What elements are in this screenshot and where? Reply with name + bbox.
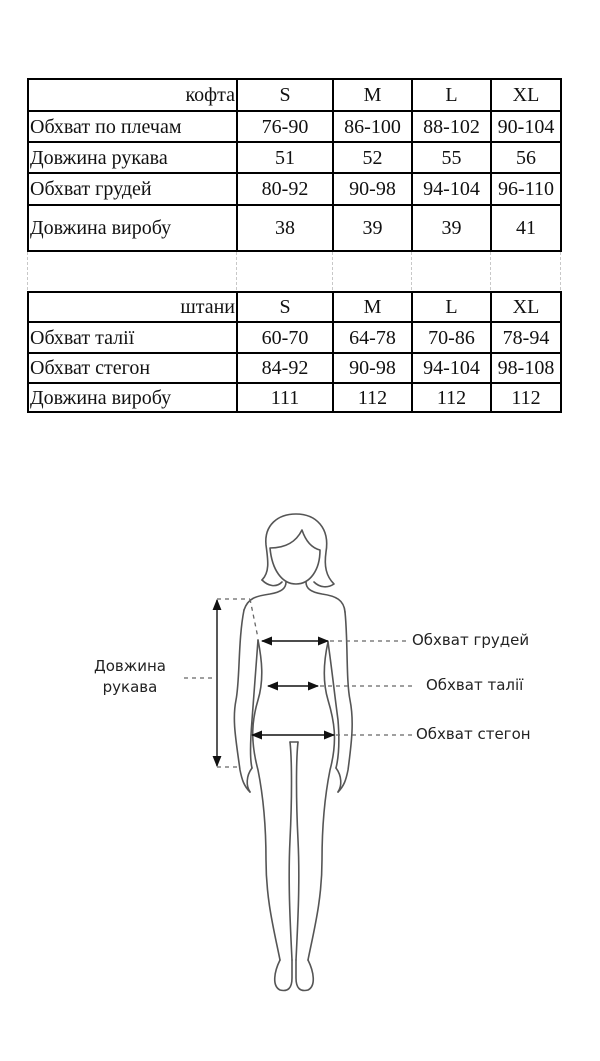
cell-value: 90-98 xyxy=(333,173,412,205)
cell-value: 55 xyxy=(412,142,491,173)
row-label: Довжина виробу xyxy=(28,383,237,412)
size-header: XL xyxy=(491,292,561,322)
cell-value: 60-70 xyxy=(237,322,333,353)
cell-value: 41 xyxy=(491,205,561,251)
hips-label: Обхват стегон xyxy=(416,725,531,743)
row-label: Довжина виробу xyxy=(28,205,237,251)
gridline xyxy=(560,252,561,290)
size-header: M xyxy=(333,292,412,322)
row-label: Довжина рукава xyxy=(28,142,237,173)
cell-value: 70-86 xyxy=(412,322,491,353)
cell-value: 96-110 xyxy=(491,173,561,205)
cell-value: 98-108 xyxy=(491,353,561,383)
table-row xyxy=(28,111,561,142)
table-row xyxy=(28,322,561,353)
gridline xyxy=(27,252,28,290)
cell-value: 39 xyxy=(333,205,412,251)
cell-value: 84-92 xyxy=(237,353,333,383)
sleeve-length-label xyxy=(80,656,180,698)
cell-value: 86-100 xyxy=(333,111,412,142)
chest-label: Обхват грудей xyxy=(412,631,530,649)
table-row xyxy=(28,142,561,173)
size-header: L xyxy=(412,292,491,322)
cell-value: 64-78 xyxy=(333,322,412,353)
cell-value: 88-102 xyxy=(412,111,491,142)
cell-value: 94-104 xyxy=(412,353,491,383)
waist-label: Обхват талії xyxy=(426,676,524,694)
cell-value: 56 xyxy=(491,142,561,173)
cell-value: 112 xyxy=(491,383,561,412)
jacket-size-table xyxy=(27,78,562,252)
cell-value: 38 xyxy=(237,205,333,251)
gridline xyxy=(332,252,333,290)
cell-value: 111 xyxy=(237,383,333,412)
size-header: M xyxy=(333,79,412,111)
row-label: Обхват по плечам xyxy=(28,111,237,142)
gridline xyxy=(236,252,237,290)
empty-spreadsheet-row xyxy=(27,252,561,290)
sleeve-label-line2: рукава xyxy=(102,678,158,696)
cell-value: 94-104 xyxy=(412,173,491,205)
cell-value: 90-104 xyxy=(491,111,561,142)
table-row xyxy=(28,205,561,251)
cell-value: 112 xyxy=(333,383,412,412)
row-label: Обхват грудей xyxy=(28,173,237,205)
cell-value: 51 xyxy=(237,142,333,173)
pants-size-table xyxy=(27,291,562,413)
cell-value: 52 xyxy=(333,142,412,173)
table-row xyxy=(28,173,561,205)
table-header-row xyxy=(28,292,561,322)
cell-value: 39 xyxy=(412,205,491,251)
table-title: штани xyxy=(28,292,237,322)
table-title: кофта xyxy=(28,79,237,111)
cell-value: 76-90 xyxy=(237,111,333,142)
measurement-figure xyxy=(0,490,600,1010)
cell-value: 80-92 xyxy=(237,173,333,205)
size-header: XL xyxy=(491,79,561,111)
row-label: Обхват талії xyxy=(28,322,237,353)
gridline xyxy=(490,252,491,290)
cell-value: 112 xyxy=(412,383,491,412)
woman-silhouette-icon xyxy=(0,490,600,1010)
cell-value: 90-98 xyxy=(333,353,412,383)
size-header: L xyxy=(412,79,491,111)
gridline xyxy=(411,252,412,290)
size-header: S xyxy=(237,292,333,322)
table-header-row xyxy=(28,79,561,111)
cell-value: 78-94 xyxy=(491,322,561,353)
sleeve-label-line1: Довжина xyxy=(94,657,166,675)
table-row xyxy=(28,383,561,412)
size-header: S xyxy=(237,79,333,111)
row-label: Обхват стегон xyxy=(28,353,237,383)
table-row xyxy=(28,353,561,383)
